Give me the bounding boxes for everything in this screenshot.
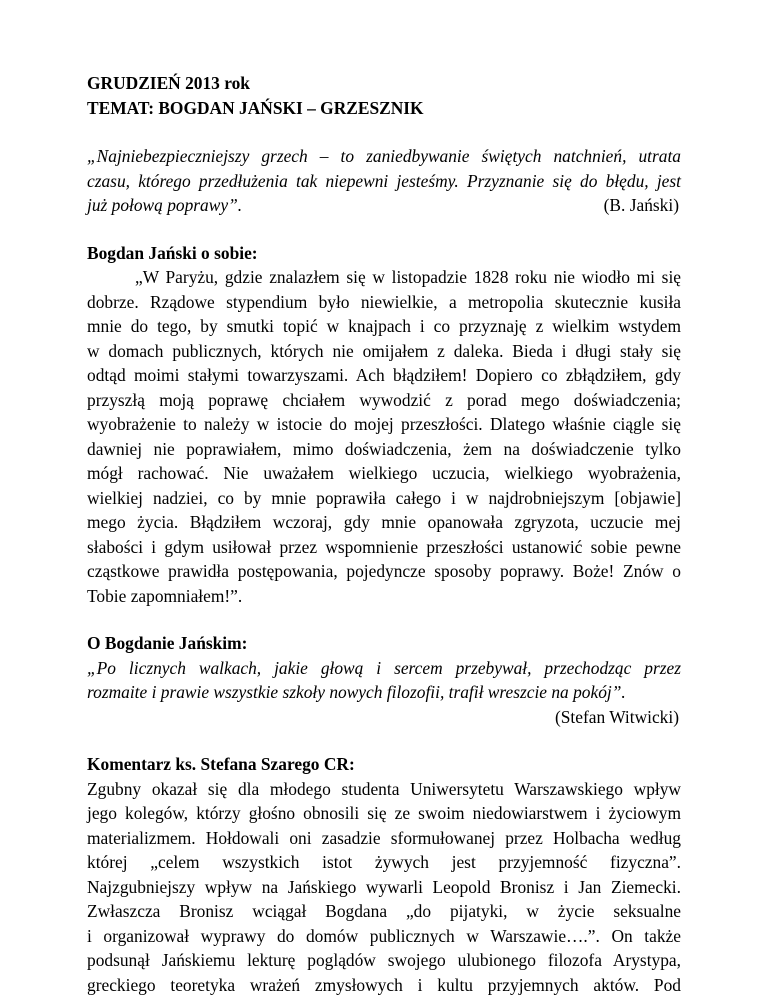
paragraph-line: przyszłą moją poprawę chciałem wywodzić z porad mego doświadczenia; <box>87 388 681 413</box>
commentary-section-body <box>87 777 681 997</box>
paragraph-line: podsunął Jańskiemu lekturę poglądów swojego ulubionego filozofa Arystypa, <box>87 948 681 973</box>
paragraph-line: „W Paryżu, gdzie znalazłem się w listopadzie 1828 roku nie wiodło mi się <box>87 265 681 290</box>
self-section-body <box>87 265 681 608</box>
paragraph-line: w domach publicznych, których nie omijałem z daleka. Bieda i długi stały się <box>87 339 681 364</box>
spacer <box>87 120 681 144</box>
spacer <box>87 608 681 631</box>
motto-author: (B. Jański) <box>604 193 681 218</box>
paragraph-line: mógł rachować. Nie uważałem wielkiego uczucia, wielkiego wyobrażenia, <box>87 461 681 486</box>
paragraph-line: wielkiej nadziei, co by mnie poprawiła całego i w najdrobniejszym [objawie] <box>87 486 681 511</box>
paragraph-line: Najzgubniejszy wpływ na Jańskiego wywarli Leopold Bronisz i Jan Ziemecki. <box>87 875 681 900</box>
about-section-author-row <box>87 705 681 730</box>
paragraph-line: dawniej nie poprawiałem, mimo doświadczenia, żem na doświadczenie tylko <box>87 437 681 462</box>
paragraph-line: wyobrażenie to należy w istocie do mojej przeszłości. Dlatego właśnie ciągle się <box>87 412 681 437</box>
paragraph-line: greckiego teoretyka wrażeń zmysłowych i kultu przyjemnych aktów. Pod <box>87 973 681 997</box>
quote-author: (Stefan Witwicki) <box>555 707 681 727</box>
paragraph-line: mnie do tego, by smutki topić w knajpach i co przyznaję z wielkim wstydem <box>87 314 681 339</box>
spacer <box>87 729 681 752</box>
commentary-section-heading: Komentarz ks. Stefana Szarego CR: <box>87 752 681 777</box>
paragraph-line: jego kolegów, którzy głośno obnosili się ze swoim niedowiarstwem i życiowym <box>87 801 681 826</box>
self-section-heading: Bogdan Jański o sobie: <box>87 241 681 266</box>
motto-line: czasu, którego przedłużenia tak niepewni jesteśmy. Przyznanie się do błędu, jest <box>87 169 681 194</box>
spacer <box>87 218 681 241</box>
paragraph-line: mego życia. Błądziłem wczoraj, gdy mnie opanowała zgryzota, uczucie mej <box>87 510 681 535</box>
motto-line: „Najniebezpieczniejszy grzech – to zaniedbywanie świętych natchnień, utrata <box>87 144 681 169</box>
about-section-quote <box>87 656 681 705</box>
paragraph-line: materializmem. Hołdowali oni zasadzie sformułowanej przez Holbacha według <box>87 826 681 851</box>
paragraph-line: słabości i gdym usiłował przez wspomnienie przeszłości ustanowić sobie pewne <box>87 535 681 560</box>
topic-heading: TEMAT: BOGDAN JAŃSKI – GRZESZNIK <box>87 96 681 121</box>
paragraph-line: Zwłaszcza Bronisz wciągał Bogdana „do pijatyki, w życie seksualne <box>87 899 681 924</box>
paragraph-line: cząstkowe prawidła postępowania, pojedyncze sposoby poprawy. Boże! Znów o <box>87 559 681 584</box>
motto-quote <box>87 144 681 218</box>
paragraph-line: Zgubny okazał się dla młodego studenta Uniwersytetu Warszawskiego wpływ <box>87 777 681 802</box>
motto-last-row <box>87 193 681 218</box>
about-section-heading: O Bogdanie Jańskim: <box>87 631 681 656</box>
paragraph-line: i organizował wyprawy do domów publicznych w Warszawie….”. On także <box>87 924 681 949</box>
motto-line: już połową poprawy”. <box>87 193 242 218</box>
paragraph-line: Tobie zapomniałem!”. <box>87 584 681 609</box>
date-heading: GRUDZIEŃ 2013 rok <box>87 71 681 96</box>
paragraph-line: dobrze. Rządowe stypendium było niewielkie, a metropolia skutecznie kusiła <box>87 290 681 315</box>
quote-line: „Po licznych walkach, jakie głową i sercem przebywał, przechodząc przez <box>87 656 681 681</box>
quote-line: rozmaite i prawie wszystkie szkoły nowych filozofii, trafił wreszcie na pokój”. <box>87 680 681 705</box>
paragraph-line: odtąd moimi stałymi towarzyszami. Ach błądziłem! Dopiero co zbłądziłem, gdy <box>87 363 681 388</box>
paragraph-line: której „celem wszystkich istot żywych jest przyjemność fizyczna”. <box>87 850 681 875</box>
